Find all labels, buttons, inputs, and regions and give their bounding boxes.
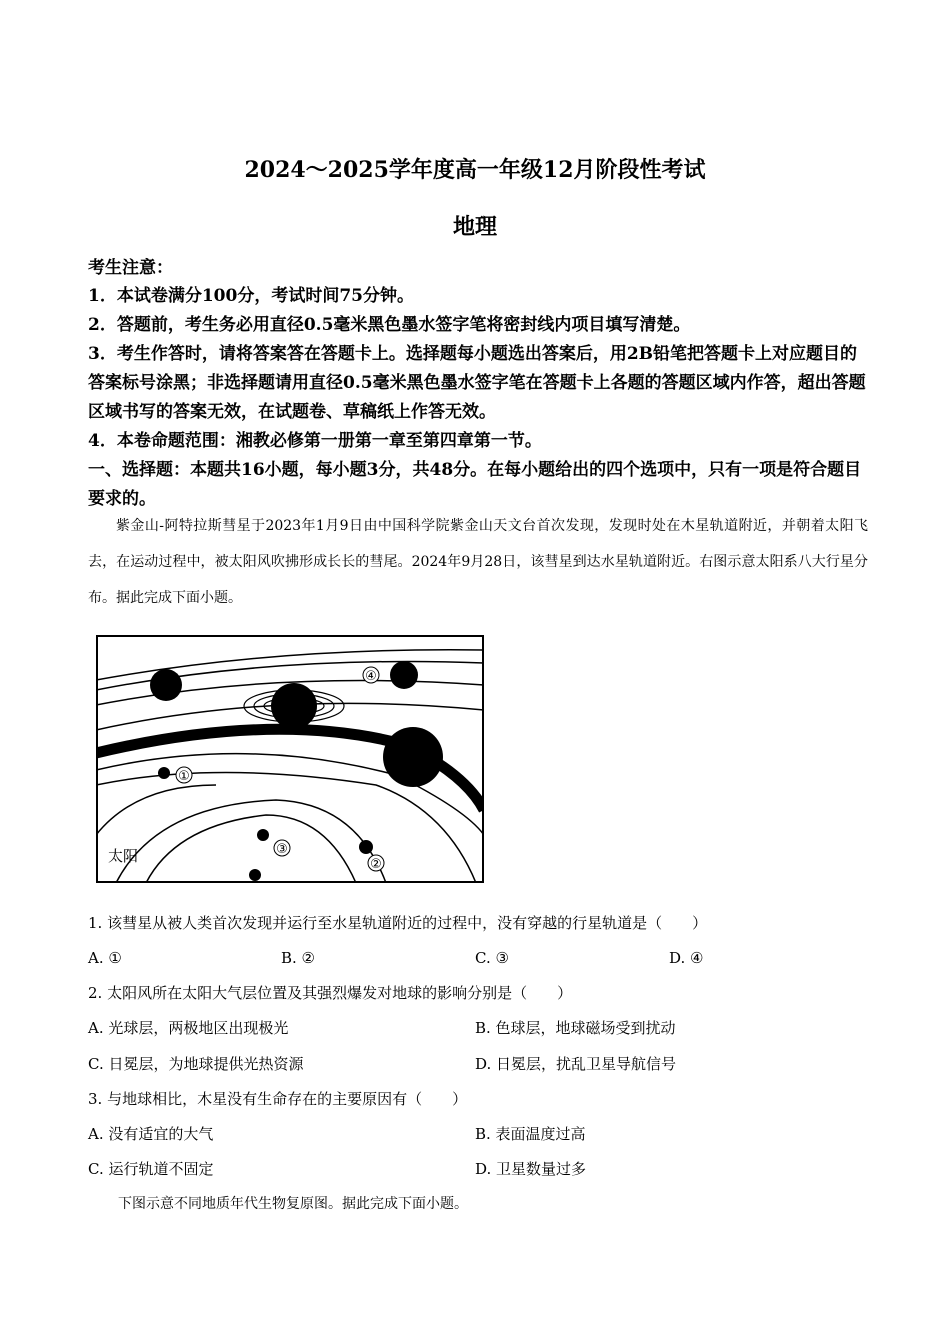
q1-option-c: C. ③ — [475, 949, 509, 967]
q3-option-d: D. 卫星数量过多 — [475, 1160, 587, 1178]
label-1: ① — [178, 769, 190, 784]
q3-option-c: C. 运行轨道不固定 — [88, 1160, 214, 1178]
exam-title: 2024～2025学年度高一年级12月阶段性考试 — [244, 157, 706, 183]
notice-item-4: 4．本卷命题范围：湘教必修第一册第一章至第四章第一节。 — [88, 431, 542, 451]
q3-option-a: A. 没有适宜的大气 — [88, 1125, 214, 1143]
q2-option-d: D. 日冕层，扰乱卫星导航信号 — [475, 1055, 677, 1073]
planet-uranus — [390, 661, 418, 689]
subject-title: 地理 — [452, 214, 497, 240]
notice-heading: 考生注意： — [88, 258, 173, 278]
question-3-stem: 3. 与地球相比，木星没有生命存在的主要原因有（ ） — [88, 1090, 468, 1108]
planet-venus — [359, 840, 373, 854]
notice-item-1: 1．本试卷满分100分，考试时间75分钟。 — [88, 286, 414, 306]
label-3: ③ — [276, 842, 288, 857]
q1-option-d: D. ④ — [669, 949, 704, 967]
passage-fossils: 下图示意不同地质年代生物复原图。据此完成下面小题。 — [118, 1196, 468, 1212]
planet-earth — [257, 829, 269, 841]
question-1-stem: 1. 该彗星从被人类首次发现并运行至水星轨道附近的过程中，没有穿越的行星轨道是（ ） — [88, 914, 708, 932]
planet-jupiter — [383, 727, 443, 787]
planet-mercury — [249, 869, 261, 881]
solar-system-figure — [96, 635, 484, 883]
passage-comet: 紫金山-阿特拉斯彗星于2023年1月9日由中国科学院紫金山天文台首次发现，发现时处在木星轨道附近，并朝着太阳飞去，在运动过程中，被太阳风吹拂形成长长的彗尾。2024年9月28日，该彗星到达水星轨道附近。右图示意太阳系八大行星分布。据此完成下面小题。 — [88, 518, 868, 606]
q1-option-a: A. ① — [88, 949, 122, 967]
sun-label: 太阳 — [108, 847, 139, 865]
label-4: ④ — [365, 669, 377, 684]
q3-option-b: B. 表面温度过高 — [475, 1125, 586, 1143]
notice-item-3: 3．考生作答时，请将答案答在答题卡上。选择题每小题选出答案后，用2B铅笔把答题卡上对应题目的答案标号涂黑；非选择题请用直径0.5毫米黑色墨水签字笔在答题卡上各题的答题区域内作答，超出答题区域书写的答案无效，在试题卷、草稿纸上作答无效。 — [88, 344, 866, 422]
q2-option-b: B. 色球层，地球磁场受到扰动 — [475, 1019, 676, 1037]
q2-option-a: A. 光球层，两极地区出现极光 — [88, 1019, 289, 1037]
notice-item-2: 2．答题前，考生务必用直径0.5毫米黑色墨水签字笔将密封线内项目填写清楚。 — [88, 315, 691, 335]
q1-option-b: B. ② — [281, 949, 316, 967]
label-2: ② — [370, 857, 382, 872]
planet-neptune — [150, 669, 182, 701]
question-2-stem: 2. 太阳风所在太阳大气层位置及其强烈爆发对地球的影响分别是（ ） — [88, 984, 573, 1002]
section-heading: 一、选择题：本题共16小题，每小题3分，共48分。在每小题给出的四个选项中，只有一项是符合题目要求的。 — [88, 460, 862, 509]
q2-option-c: C. 日冕层，为地球提供光热资源 — [88, 1055, 304, 1073]
planet-saturn — [271, 683, 317, 729]
planet-mars — [158, 767, 170, 779]
